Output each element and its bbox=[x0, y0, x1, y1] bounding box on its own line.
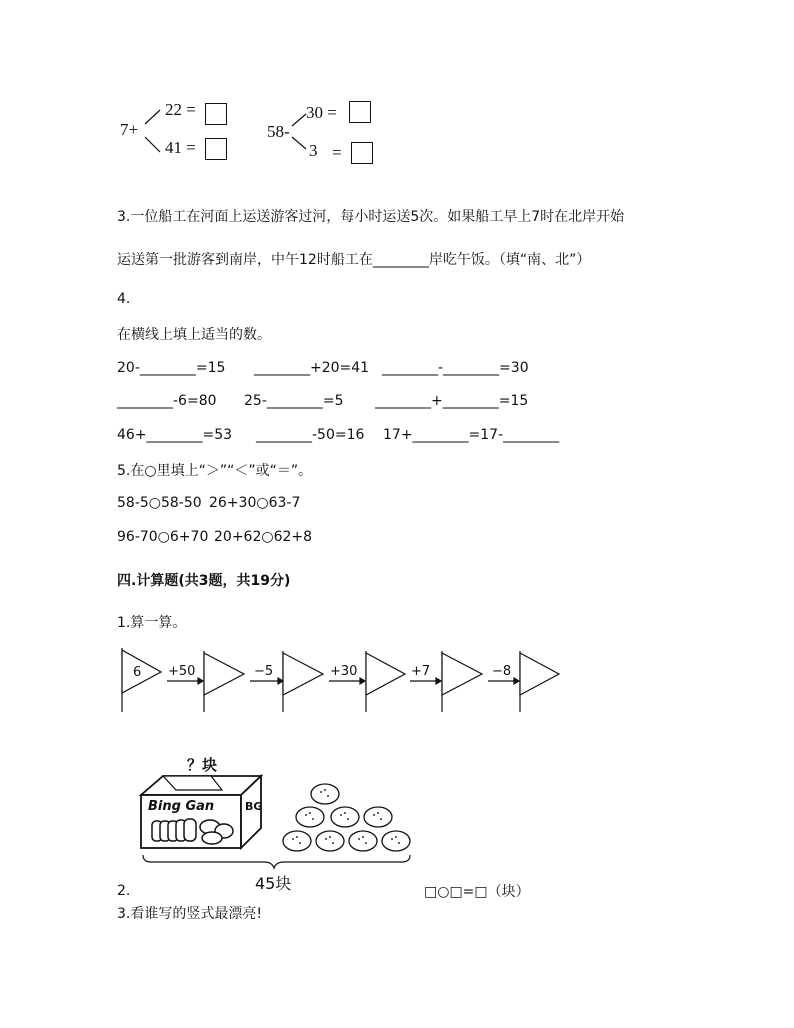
branch-line bbox=[292, 137, 306, 149]
s4-q2-number: 2. bbox=[117, 883, 131, 899]
branch-line bbox=[145, 110, 160, 124]
arrow-head bbox=[278, 678, 283, 684]
biscuit bbox=[331, 807, 359, 827]
flag-start-value: 6 bbox=[133, 665, 142, 680]
q4-item: ________-50=16 bbox=[256, 427, 365, 443]
box-brand-text: Bing Gan bbox=[148, 799, 215, 814]
q3-line1: 3.一位船工在河面上运送游客过河，每小时运送5次。如果船工早上7时在北岸开始 bbox=[117, 209, 625, 225]
arrow-head bbox=[436, 678, 441, 684]
flag bbox=[204, 653, 244, 695]
biscuit bbox=[382, 831, 410, 851]
arrow-head bbox=[514, 678, 519, 684]
q5-instruction: 5.在○里填上“＞”“＜”或“＝”。 bbox=[117, 463, 313, 479]
q5-item: 96-70○6+70 bbox=[117, 529, 209, 545]
arrow-head bbox=[198, 678, 203, 684]
loose-biscuits bbox=[283, 784, 410, 851]
left-bottom-eq: 41 = bbox=[165, 138, 196, 157]
flag-op: −8 bbox=[492, 664, 512, 679]
formula: □○□=□（块） bbox=[424, 884, 530, 900]
right-bottom-eq: = bbox=[332, 143, 342, 162]
flag bbox=[442, 653, 482, 695]
biscuit bbox=[202, 832, 222, 844]
s4-q3: 3.看谁写的竖式最漂亮! bbox=[117, 906, 262, 922]
box-side-text: BG bbox=[245, 800, 263, 813]
right-bottom-num: 3 bbox=[309, 141, 318, 160]
biscuit-stack bbox=[184, 819, 196, 841]
branch-line bbox=[145, 137, 160, 152]
flag-op: +30 bbox=[330, 664, 358, 679]
total-label: 45块 bbox=[255, 874, 292, 893]
flag-chain bbox=[122, 648, 559, 712]
q4-item: ________-6=80 bbox=[117, 393, 217, 409]
biscuit bbox=[349, 831, 377, 851]
q4-item: ________+________=15 bbox=[375, 393, 529, 409]
flag bbox=[520, 653, 559, 695]
flag bbox=[122, 650, 161, 693]
flag bbox=[366, 653, 405, 695]
flag-op: +7 bbox=[411, 664, 431, 679]
box-label: ？块 bbox=[187, 756, 218, 774]
q4-instruction: 在横线上填上适当的数。 bbox=[117, 327, 271, 343]
biscuit bbox=[283, 831, 311, 851]
section-title: 四.计算题(共3题，共19分) bbox=[117, 573, 291, 589]
right-top-eq: 30 = bbox=[306, 103, 337, 122]
brace bbox=[143, 855, 410, 868]
right-base: 58- bbox=[267, 122, 290, 141]
left-top-eq: 22 = bbox=[165, 100, 196, 119]
flag-op: +50 bbox=[168, 664, 196, 679]
arrow-head bbox=[360, 678, 365, 684]
biscuit bbox=[364, 807, 392, 827]
q4-item: 20-________=15 bbox=[117, 360, 226, 376]
s4-q1: 1.算一算。 bbox=[117, 615, 187, 631]
q5-item: 20+62○62+8 bbox=[214, 529, 313, 545]
biscuit bbox=[311, 784, 339, 804]
q4-item: ________+20=41 bbox=[254, 360, 370, 376]
left-base: 7+ bbox=[120, 120, 139, 139]
q5-item: 58-5○58-50 bbox=[117, 495, 202, 511]
q3-line2: 运送第一批游客到南岸，中午12时船工在________岸吃午饭。（填“南、北”） bbox=[117, 252, 591, 268]
biscuit bbox=[296, 807, 324, 827]
q4-number: 4. bbox=[117, 291, 131, 307]
flag bbox=[283, 653, 323, 695]
q4-item: ________-________=30 bbox=[382, 360, 529, 376]
biscuit bbox=[316, 831, 344, 851]
q4-item: 46+________=53 bbox=[117, 427, 233, 443]
q4-item: 25-________=5 bbox=[244, 393, 344, 409]
branch-line bbox=[292, 114, 306, 126]
q5-item: 26+30○63-7 bbox=[209, 495, 301, 511]
q4-item: 17+________=17-________ bbox=[383, 427, 560, 443]
flag-op: −5 bbox=[254, 664, 274, 679]
